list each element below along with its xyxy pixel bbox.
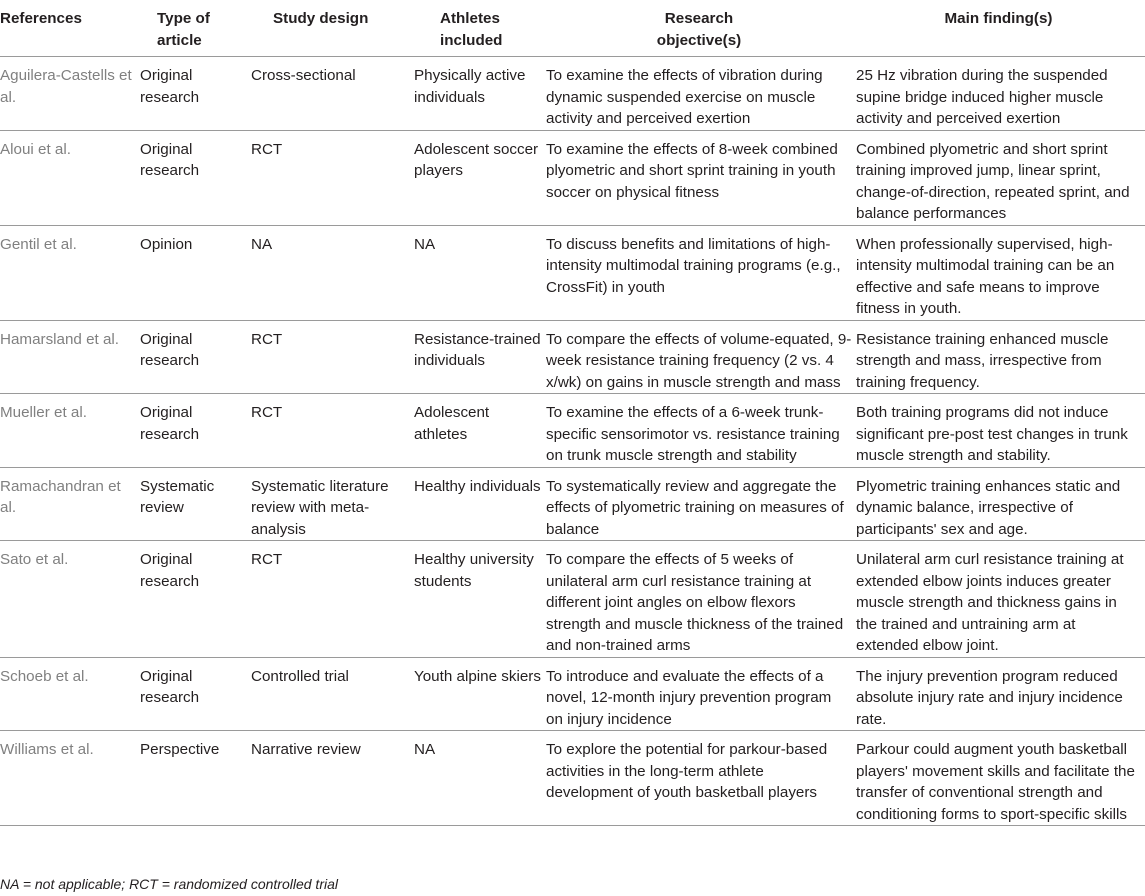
table-body — [0, 57, 1145, 826]
type-cell: Perspective — [140, 741, 220, 758]
type-cell: Original research — [140, 667, 200, 706]
design-cell: RCT — [251, 140, 283, 158]
type-cell: Original research — [140, 330, 200, 369]
athletes-cell: Resistance-trained individuals — [414, 330, 541, 369]
reference-cell: Williams et al. — [0, 741, 94, 758]
finding-cell: Plyometric training enhances static and dynamic balance, irrespective of participants' sex and age. — [856, 477, 1121, 538]
table-header — [0, 0, 1145, 57]
objective-cell: To compare the effects of 5 weeks of unilateral arm curl resistance training at different joint angles on elbow flexors strength and muscle thickness of the trained and non-trained arms — [546, 551, 844, 654]
finding-cell: When professionally supervised, high-intensity multimodal training can be an effective and safe means to improve fitness in youth. — [856, 235, 1115, 317]
athletes-cell: Healthy individuals — [414, 477, 541, 495]
design-cell: RCT — [251, 404, 283, 421]
objective-cell: To examine the effects of a 6-week trunk-specific sensorimotor vs. resistance training on trunk muscle strength and stability — [546, 404, 840, 464]
header-research-objectives: Research objective(s) — [656, 10, 742, 49]
header-references: References — [0, 10, 82, 27]
table-row — [0, 320, 1145, 394]
reference-cell: Hamarsland et al. — [0, 330, 120, 348]
table-row — [0, 541, 1145, 658]
objective-cell: To examine the effects of 8-week combined plyometric and short sprint training in youth soccer on physical fitness — [546, 140, 838, 201]
objective-cell: To explore the potential for parkour-based activities in the long-term athlete development of youth basketball players — [546, 741, 828, 801]
header-study-design: Study design — [273, 10, 369, 27]
objective-cell: To introduce and evaluate the effects of a novel, 12-month injury prevention program on injury incidence — [546, 667, 832, 728]
reference-cell: Gentil et al. — [0, 235, 77, 253]
reference-cell: Ramachandran et al. — [0, 477, 121, 516]
finding-cell: Combined plyometric and short sprint training improved jump, linear sprint, change-of-direction, repeated sprint, and balance performances — [856, 140, 1130, 222]
athletes-cell: Youth alpine skiers — [414, 667, 541, 685]
objective-cell: To discuss benefits and limitations of high-intensity multimodal training programs (e.g., CrossFit) in youth — [546, 235, 841, 296]
type-cell: Original research — [140, 404, 200, 443]
type-cell: Original research — [140, 67, 200, 106]
objective-cell: To examine the effects of vibration during dynamic suspended exercise on muscle activity and perceived exertion — [546, 67, 823, 127]
athletes-cell: Physically active individuals — [414, 67, 526, 106]
design-cell: Systematic literature review with meta-analysis — [251, 477, 389, 538]
header-main-findings: Main finding(s) — [944, 10, 1053, 27]
reference-cell: Sato et al. — [0, 551, 69, 568]
type-cell: Original research — [140, 551, 200, 590]
athletes-cell: Adolescent soccer players — [414, 140, 539, 179]
athletes-cell: Healthy university students — [414, 551, 534, 590]
header-type-of-article: Type of article — [157, 10, 210, 49]
finding-cell: Resistance training enhanced muscle strength and mass, irrespective from training frequency. — [856, 330, 1109, 391]
finding-cell: The injury prevention program reduced absolute injury rate and injury incidence rate. — [856, 667, 1123, 728]
table-row — [0, 731, 1145, 826]
table-footnote: NA = not applicable; RCT = randomized controlled trial — [0, 876, 338, 892]
objective-cell: To systematically review and aggregate the effects of plyometric training on measures of balance — [546, 477, 844, 538]
athletes-cell: NA — [414, 235, 436, 253]
design-cell: RCT — [251, 551, 283, 568]
reference-cell: Aguilera-Castells et al. — [0, 67, 132, 106]
reference-cell: Schoeb et al. — [0, 667, 89, 685]
reference-cell: Aloui et al. — [0, 140, 71, 158]
finding-cell: Unilateral arm curl resistance training at extended elbow joints induces greater muscle strength and thickness gains in the trained and untraining arm at extended elbow joint. — [856, 551, 1124, 654]
design-cell: Controlled trial — [251, 667, 349, 685]
reference-cell: Mueller et al. — [0, 404, 87, 421]
design-cell: Narrative review — [251, 741, 361, 758]
table-row — [0, 225, 1145, 320]
athletes-cell: NA — [414, 741, 436, 758]
finding-cell: Parkour could augment youth basketball players' movement skills and facilitate the transfer of conventional strength and conditioning forms to sport-specific skills — [856, 741, 1135, 823]
type-cell: Opinion — [140, 235, 193, 253]
table-row — [0, 130, 1145, 225]
objective-cell: To compare the effects of volume-equated, 9-week resistance training frequency (2 vs. 4 x/wk) on gains in muscle strength and mass — [546, 330, 852, 391]
table-row — [0, 394, 1145, 468]
table-row — [0, 657, 1145, 731]
finding-cell: 25 Hz vibration during the suspended supine bridge induced higher muscle activity and perceived exertion — [856, 67, 1108, 127]
design-cell: Cross-sectional — [251, 67, 356, 84]
design-cell: RCT — [251, 330, 283, 348]
header-athletes-included: Athletes included — [440, 10, 503, 49]
design-cell: NA — [251, 235, 273, 253]
athletes-cell: Adolescent athletes — [414, 404, 490, 443]
table-row — [0, 467, 1145, 541]
header-row — [0, 0, 1145, 57]
type-cell: Systematic review — [140, 477, 215, 516]
finding-cell: Both training programs did not induce significant pre-post test changes in trunk muscle strength and stability. — [856, 404, 1128, 464]
type-cell: Original research — [140, 140, 200, 179]
table-row — [0, 57, 1145, 131]
